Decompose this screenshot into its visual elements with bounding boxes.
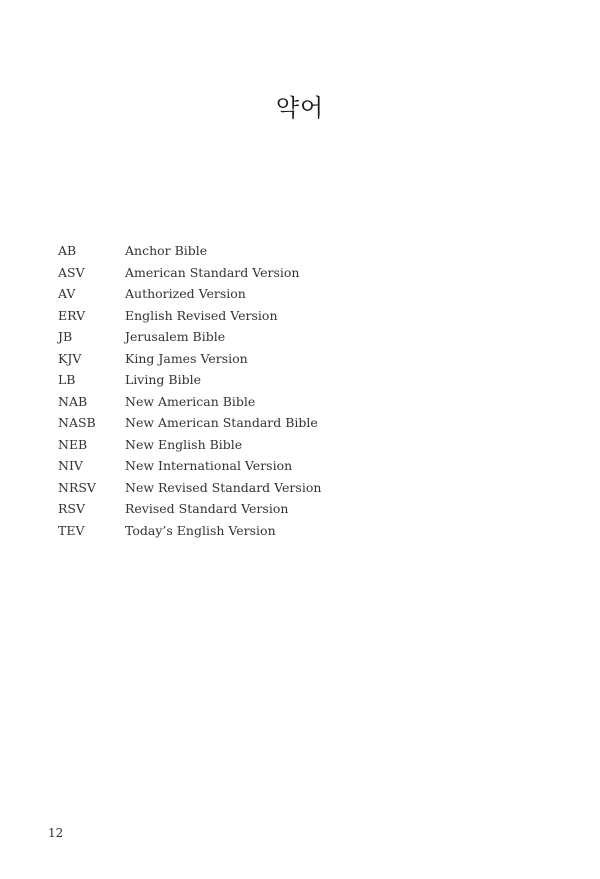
list-item [58, 414, 321, 436]
list-item [58, 479, 321, 501]
abbreviation-full-name: Authorized Version [125, 286, 246, 301]
list-item [58, 522, 321, 544]
list-item [58, 350, 321, 372]
abbreviation-full-name: New American Bible [125, 393, 256, 409]
abbreviation-full-name: New International Version [125, 458, 293, 473]
list-item [58, 500, 321, 522]
abbreviation-full-name: Anchor Bible [125, 243, 208, 258]
list-item [58, 436, 321, 458]
abbreviation-code: JB [58, 329, 73, 344]
list-item [58, 264, 321, 286]
page-title: 약어 [275, 94, 325, 122]
abbreviation-full-name: New English Bible [125, 436, 243, 452]
list-item [58, 242, 321, 264]
abbreviation-full-name: New American Standard Bible [125, 415, 318, 430]
abbreviation-full-name: King James Version [125, 350, 248, 366]
abbreviation-full-name: Jerusalem Bible [125, 329, 226, 344]
abbreviation-code: RSV [58, 501, 86, 516]
page-number: 12 [48, 826, 64, 840]
abbreviation-code: KJV [58, 350, 82, 366]
abbreviation-code: LB [58, 372, 76, 387]
abbreviation-full-name: Living Bible [125, 372, 201, 387]
abbreviation-code: ASV [58, 264, 85, 280]
abbreviation-code: NIV [58, 458, 83, 473]
abbreviation-code: NASB [58, 415, 96, 430]
abbreviation-full-name: English Revised Version [125, 307, 278, 323]
abbreviation-list [58, 242, 321, 543]
list-item [58, 457, 321, 479]
abbreviation-code: AV [58, 286, 76, 301]
abbreviation-code: NAB [58, 393, 88, 409]
abbreviation-full-name: American Standard Version [125, 264, 300, 280]
abbreviation-code: TEV [58, 522, 85, 538]
abbreviation-code: ERV [58, 307, 86, 323]
abbreviation-code: NRSV [58, 479, 96, 495]
list-item [58, 371, 321, 393]
abbreviation-full-name: New Revised Standard Version [125, 479, 322, 495]
list-item [58, 285, 321, 307]
list-item [58, 307, 321, 329]
list-item [58, 328, 321, 350]
abbreviation-full-name: Revised Standard Version [125, 501, 289, 516]
abbreviation-code: AB [58, 243, 77, 258]
abbreviation-code: NEB [58, 436, 88, 452]
list-item [58, 393, 321, 415]
abbreviation-full-name: Today’s English Version [125, 522, 276, 538]
